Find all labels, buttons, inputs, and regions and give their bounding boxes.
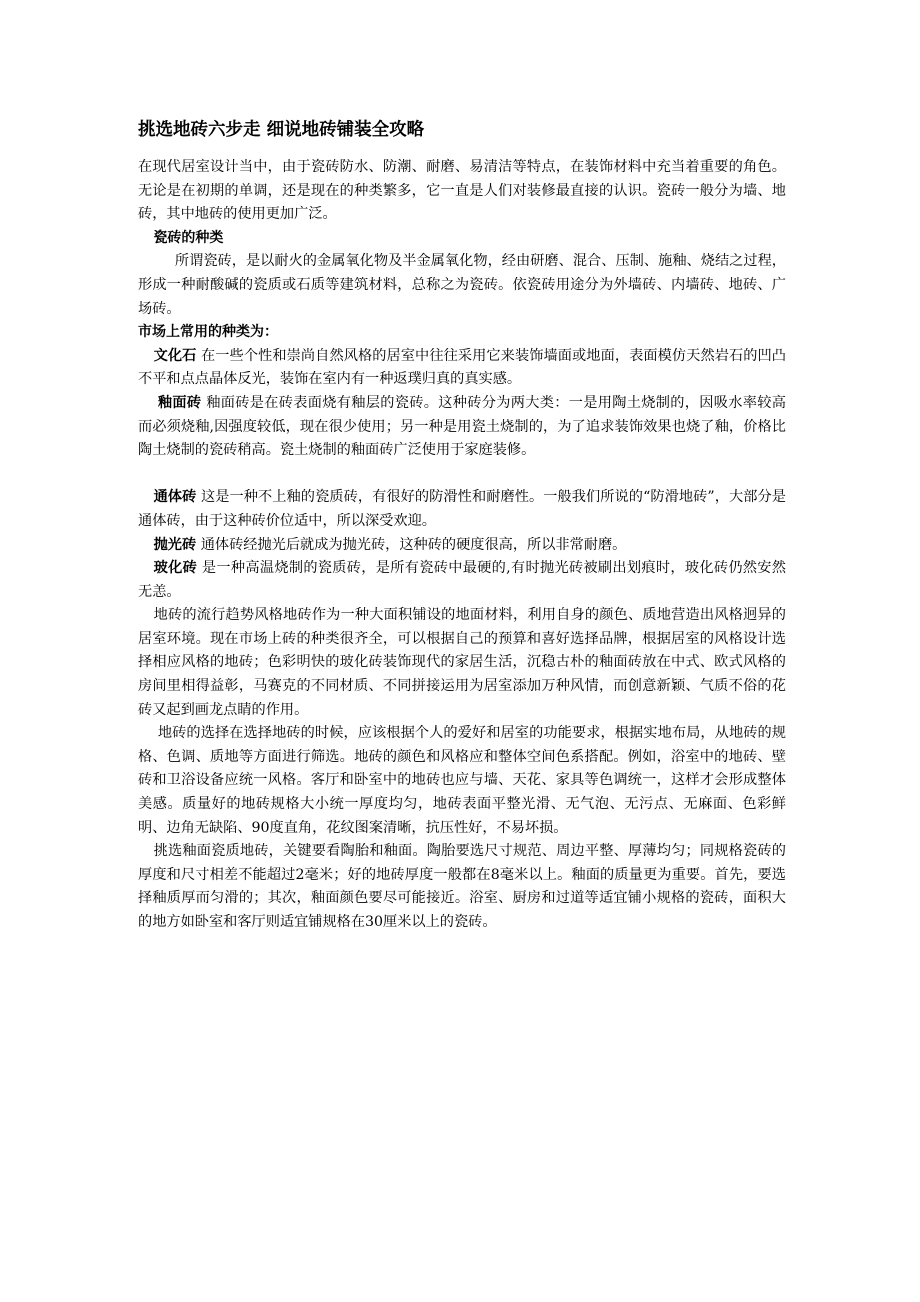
document-page bbox=[138, 118, 786, 935]
glazed-tile-paragraph: 挑选釉面瓷质地砖，关键要看陶胎和釉面。陶胎要选尺寸规范、周边平整、厚薄均匀；同规格瓷砖的厚度和尺寸相差不能超过2毫米；好的地砖厚度一般都在8毫米以上。釉面的质量更为重要。首先，要选择釉质厚而匀滑的；其次，釉面颜色要尽可能接近。浴室、厨房和过道等适宜铺小规格的瓷砖，面积大的地方如卧室和客厅则适宜铺规格在30厘米以上的瓷砖。 bbox=[138, 843, 786, 930]
tile-definition-paragraph: 所谓瓷砖，是以耐火的金属氧化物及半金属氧化物，经由研磨、混合、压制、施釉、烧结之过程，形成一种耐酸碱的瓷质或石质等建筑材料，总称之为瓷砖。依瓷砖用途分为外墙砖、内墙砖、地砖、广场砖。 bbox=[138, 253, 786, 317]
tile-type-paragraph bbox=[138, 557, 786, 604]
tile-type-description: 是一种高温烧制的瓷质砖，是所有瓷砖中最硬的,有时抛光砖被刷出划痕时，玻化砖仍然安然无恙。 bbox=[138, 560, 786, 600]
document-title: 挑选地砖六步走 细说地砖铺装全攻略 bbox=[138, 120, 425, 140]
tile-type-description: 釉面砖是在砖表面烧有釉层的瓷砖。这种砖分为两大类：一是用陶土烧制的，因吸水率较高而必须烧釉,因强度较低，现在很少使用；另一种是用瓷土烧制的，为了追求装饰效果也烧了釉，价格比陶土烧制的瓷砖稍高。瓷土烧制的釉面砖广泛使用于家庭装修。 bbox=[138, 394, 786, 459]
tile-type-term: 抛光砖 bbox=[153, 536, 197, 553]
tile-type-paragraph bbox=[138, 392, 786, 463]
tile-type-term: 通体砖 bbox=[153, 489, 197, 506]
blank-line bbox=[138, 463, 786, 487]
tile-type-term: 玻化砖 bbox=[153, 560, 198, 577]
selection-paragraph: 地砖的选择在选择地砖的时候，应该根据个人的爱好和居室的功能要求，根据实地布局，从地砖的规格、色调、质地等方面进行筛选。地砖的颜色和风格应和整体空间色系搭配。例如，浴室中的地砖、壁砖和卫浴设备应统一风格。客厅和卧室中的地砖也应与墙、天花、家具等色调统一，这样才会形成整体美感。质量好的地砖规格大小统一厚度均匀，地砖表面平整光滑、无气泡、无污点、无麻面、色彩鲜明、边角无缺陷、90度直角，花纹图案清晰，抗压性好，不易坏损。 bbox=[138, 725, 786, 836]
tile-type-description: 通体砖经抛光后就成为抛光砖，这种砖的硬度很高，所以非常耐磨。 bbox=[196, 536, 627, 553]
trend-paragraph: 地砖的流行趋势风格地砖作为一种大面积铺设的地面材料，利用自身的颜色、质地营造出风格迥异的居室环境。现在市场上砖的种类很齐全，可以根据自己的预算和喜好选择品牌，根据居室的风格设计选择相应风格的地砖；色彩明快的玻化砖装饰现代的家居生活，沉稳古朴的釉面砖放在中式、欧式风格的房间里相得益彰，马赛克的不同材质、不同拼接运用为居室添加万种风情，而创意新颖、气质不俗的花砖又起到画龙点睛的作用。 bbox=[138, 607, 786, 718]
tile-type-paragraph bbox=[138, 345, 786, 392]
intro-paragraph: 在现代居室设计当中，由于瓷砖防水、防潮、耐磨、易清洁等特点，在装饰材料中充当着重要的角色。无论是在初期的单调，还是现在的种类繁多，它一直是人们对装修最直接的认识。瓷砖一般分为墙、地砖，其中地砖的使用更加广泛。 bbox=[138, 159, 786, 223]
section-heading-tile-types: 瓷砖的种类 bbox=[153, 229, 224, 246]
tile-type-term: 釉面砖 bbox=[157, 394, 202, 411]
tile-type-term: 文化石 bbox=[153, 347, 197, 364]
tile-type-paragraph bbox=[138, 534, 786, 558]
tile-type-description: 在一些个性和崇尚自然风格的居室中往往采用它来装饰墙面或地面，表面模仿天然岩石的凹凸不平和点点晶体反光，装饰在室内有一种返璞归真的真实感。 bbox=[138, 347, 786, 388]
market-types-heading: 市场上常用的种类为： bbox=[138, 324, 278, 341]
tile-type-paragraph bbox=[138, 486, 786, 533]
tile-type-description: 这是一种不上釉的瓷质砖，有很好的防滑性和耐磨性。一般我们所说的“防滑地砖”，大部分是通体砖，由于这种砖价位适中，所以深受欢迎。 bbox=[138, 489, 786, 529]
